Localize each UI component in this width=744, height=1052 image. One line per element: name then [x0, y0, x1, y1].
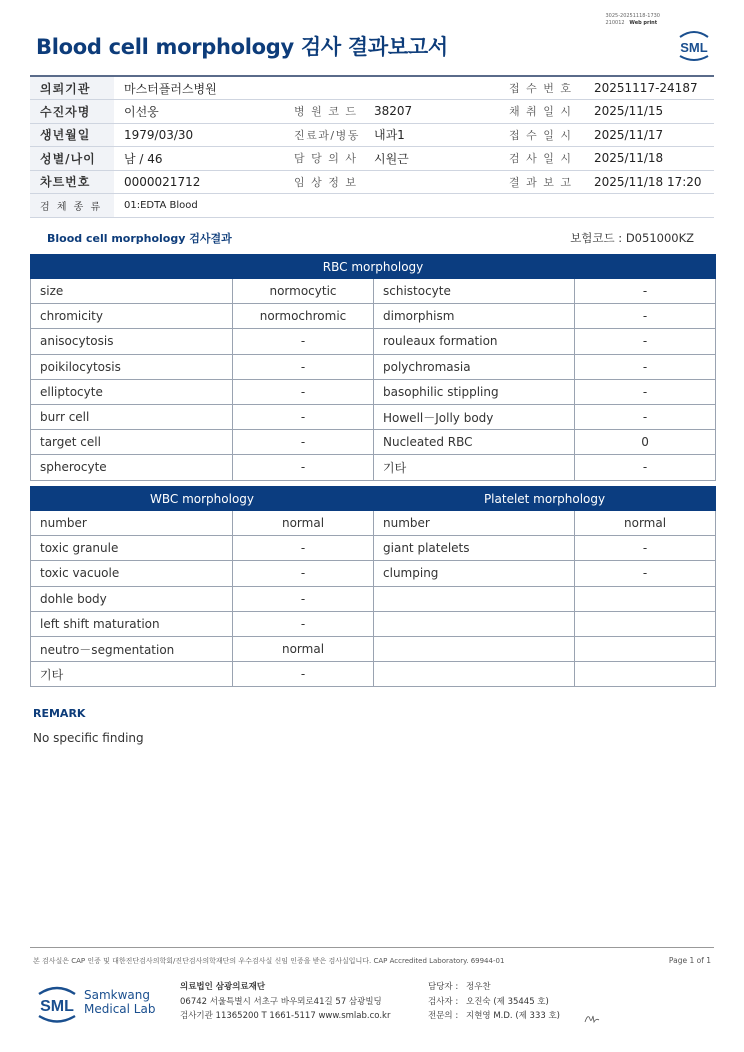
info-value: 2025/11/17: [584, 123, 714, 147]
org-address: 06742 서울특별시 서초구 바우뫼로41길 57 삼광빌딩: [180, 996, 382, 1007]
staff-role: 검사자 :: [428, 996, 459, 1007]
result-item: spherocyte: [31, 455, 233, 480]
result-value: -: [575, 404, 716, 429]
footer-org: [180, 980, 390, 1024]
result-value: -: [575, 279, 716, 304]
table-row: [31, 536, 716, 561]
result-value: [575, 636, 716, 661]
table-row: [31, 611, 716, 636]
table-row: [31, 561, 716, 586]
print-code: 210012: [605, 20, 625, 26]
result-value: -: [575, 379, 716, 404]
result-value: normal: [575, 511, 716, 536]
result-item: chromicity: [31, 304, 233, 329]
info-row: [30, 147, 714, 171]
footer-logo-name: [84, 988, 155, 1016]
info-label: 의뢰기관: [30, 76, 114, 100]
info-row-specimen: [30, 194, 714, 218]
rbc-header: RBC morphology: [31, 255, 716, 279]
result-value: [575, 586, 716, 611]
result-item: 기타: [31, 662, 233, 687]
staff-line: [428, 980, 560, 995]
info-label: 진료과/병동: [284, 123, 364, 147]
result-value: -: [575, 304, 716, 329]
table-row: [31, 379, 716, 404]
result-value: -: [233, 662, 374, 687]
result-item: Nucleated RBC: [374, 430, 575, 455]
accreditation-note: 본 검사실은 CAP 인증 및 대한진단검사의학회/진단검사의학재단의 우수검사실 신임 인증을 받은 검사실입니다. CAP Accredited Laboratory. 69944-01: [33, 957, 505, 965]
result-value: -: [233, 379, 374, 404]
info-value: 0000021712: [114, 170, 284, 194]
result-value: -: [575, 329, 716, 354]
print-meta: [605, 13, 660, 27]
table-row: [31, 304, 716, 329]
logo-name-line2: Medical Lab: [84, 1002, 156, 1016]
info-label: [284, 76, 364, 100]
platelet-header: Platelet morphology: [374, 487, 716, 511]
info-value: 남 / 46: [114, 147, 284, 171]
info-value: 마스터플러스병원: [114, 76, 284, 100]
result-value: normocytic: [233, 279, 374, 304]
info-value: 38207: [364, 100, 499, 124]
specimen-value: 01:EDTA Blood: [114, 194, 714, 218]
specimen-label: 검 체 종 류: [30, 194, 114, 218]
logo-name-line1: Samkwang: [84, 988, 150, 1002]
result-value: 0: [575, 430, 716, 455]
result-value: -: [575, 354, 716, 379]
info-value: 2025/11/18 17:20: [584, 170, 714, 194]
print-mode: Web print: [629, 20, 658, 26]
result-value: -: [233, 455, 374, 480]
result-item: neutro－segmentation: [31, 636, 233, 661]
info-row: [30, 76, 714, 100]
result-item: clumping: [374, 561, 575, 586]
staff-role: 전문의 :: [428, 1011, 459, 1021]
sml-logo: [674, 28, 714, 62]
result-item: poikilocytosis: [31, 354, 233, 379]
info-value: 2025/11/18: [584, 147, 714, 171]
result-item: size: [31, 279, 233, 304]
info-row: [30, 123, 714, 147]
result-item: Howell－Jolly body: [374, 404, 575, 429]
info-label: 임 상 정 보: [284, 170, 364, 194]
report-title: Blood cell morphology 검사 결과보고서: [36, 35, 448, 59]
result-item: toxic vacuole: [31, 561, 233, 586]
staff-name: 지현영 M.D. (제 333 호): [466, 1011, 561, 1021]
result-value: [575, 662, 716, 687]
info-label: 접 수 일 시: [499, 123, 584, 147]
info-value: 내과1: [364, 123, 499, 147]
result-item: rouleaux formation: [374, 329, 575, 354]
info-value: 2025/11/15: [584, 100, 714, 124]
info-label: 검 사 일 시: [499, 147, 584, 171]
info-value: 이선웅: [114, 100, 284, 124]
info-label: 담 당 의 사: [284, 147, 364, 171]
result-value: -: [233, 430, 374, 455]
info-value: 시원근: [364, 147, 499, 171]
info-row: [30, 100, 714, 124]
staff-name: 오진숙 (제 35445 호): [466, 996, 549, 1007]
info-label: 성별/나이: [30, 147, 114, 171]
result-item: polychromasia: [374, 354, 575, 379]
result-value: [575, 611, 716, 636]
svg-text:SML: SML: [40, 998, 74, 1015]
result-value: normal: [233, 636, 374, 661]
info-label: 생년월일: [30, 123, 114, 147]
result-item: toxic granule: [31, 536, 233, 561]
result-item: [374, 662, 575, 687]
table-row: [31, 662, 716, 687]
result-value: -: [233, 561, 374, 586]
info-row: [30, 170, 714, 194]
result-value: -: [233, 586, 374, 611]
table-row: [31, 430, 716, 455]
staff-line: [428, 1009, 560, 1024]
result-value: -: [233, 611, 374, 636]
page-number: Page 1 of 1: [668, 956, 711, 965]
footer-staff: [428, 980, 560, 1024]
remark-text: No specific finding: [33, 731, 144, 745]
result-item: left shift maturation: [31, 611, 233, 636]
table-row: [31, 279, 716, 304]
result-value: -: [233, 354, 374, 379]
result-item: 기타: [374, 455, 575, 480]
table-row: [31, 455, 716, 480]
footer-divider: [30, 947, 714, 948]
wbc-header: WBC morphology: [31, 487, 374, 511]
info-value: [364, 76, 499, 100]
result-item: giant platelets: [374, 536, 575, 561]
rbc-morphology-table: [30, 254, 716, 481]
table-row: [31, 329, 716, 354]
table-row: [31, 511, 716, 536]
staff-name: 정우찬: [466, 982, 491, 992]
table-row: [31, 404, 716, 429]
table-row: [31, 636, 716, 661]
wbc-platelet-table: [30, 486, 716, 687]
signature: [583, 1011, 601, 1025]
result-item: number: [31, 511, 233, 536]
info-label: 병 원 코 드: [284, 100, 364, 124]
result-value: -: [575, 561, 716, 586]
info-label: 결 과 보 고: [499, 170, 584, 194]
patient-info-table: [30, 75, 714, 218]
result-item: [374, 636, 575, 661]
result-item: target cell: [31, 430, 233, 455]
org-contact: 검사기관 11365200 T 1661-5117 www.smlab.co.kr: [180, 1011, 391, 1021]
result-item: burr cell: [31, 404, 233, 429]
staff-line: [428, 995, 560, 1010]
result-item: basophilic stippling: [374, 379, 575, 404]
remark-title: REMARK: [33, 707, 86, 720]
info-label: 채 취 일 시: [499, 100, 584, 124]
result-item: dohle body: [31, 586, 233, 611]
result-item: [374, 611, 575, 636]
result-value: -: [575, 455, 716, 480]
table-row: [31, 354, 716, 379]
table-row: [31, 586, 716, 611]
result-value: normal: [233, 511, 374, 536]
result-item: [374, 586, 575, 611]
info-label: 접 수 번 호: [499, 76, 584, 100]
result-value: -: [233, 404, 374, 429]
result-value: -: [233, 329, 374, 354]
result-item: elliptocyte: [31, 379, 233, 404]
result-item: number: [374, 511, 575, 536]
org-name: 의료법인 삼광의료재단: [180, 982, 266, 992]
svg-text:SML: SML: [680, 40, 708, 55]
sml-footer-logo: [34, 981, 80, 1025]
info-value: 1979/03/30: [114, 123, 284, 147]
insurance-code: 보험코드 : D051000KZ: [570, 231, 694, 245]
result-item: schistocyte: [374, 279, 575, 304]
result-value: -: [575, 536, 716, 561]
info-value: 20251117-24187: [584, 76, 714, 100]
info-label: 수진자명: [30, 100, 114, 124]
staff-role: 담당자 :: [428, 982, 459, 992]
result-item: dimorphism: [374, 304, 575, 329]
result-value: -: [233, 536, 374, 561]
section-title: Blood cell morphology 검사결과: [47, 232, 232, 245]
info-value: [364, 170, 499, 194]
info-label: 차트번호: [30, 170, 114, 194]
print-id: 3025-20251118-1730: [605, 13, 660, 19]
result-value: normochromic: [233, 304, 374, 329]
result-item: anisocytosis: [31, 329, 233, 354]
